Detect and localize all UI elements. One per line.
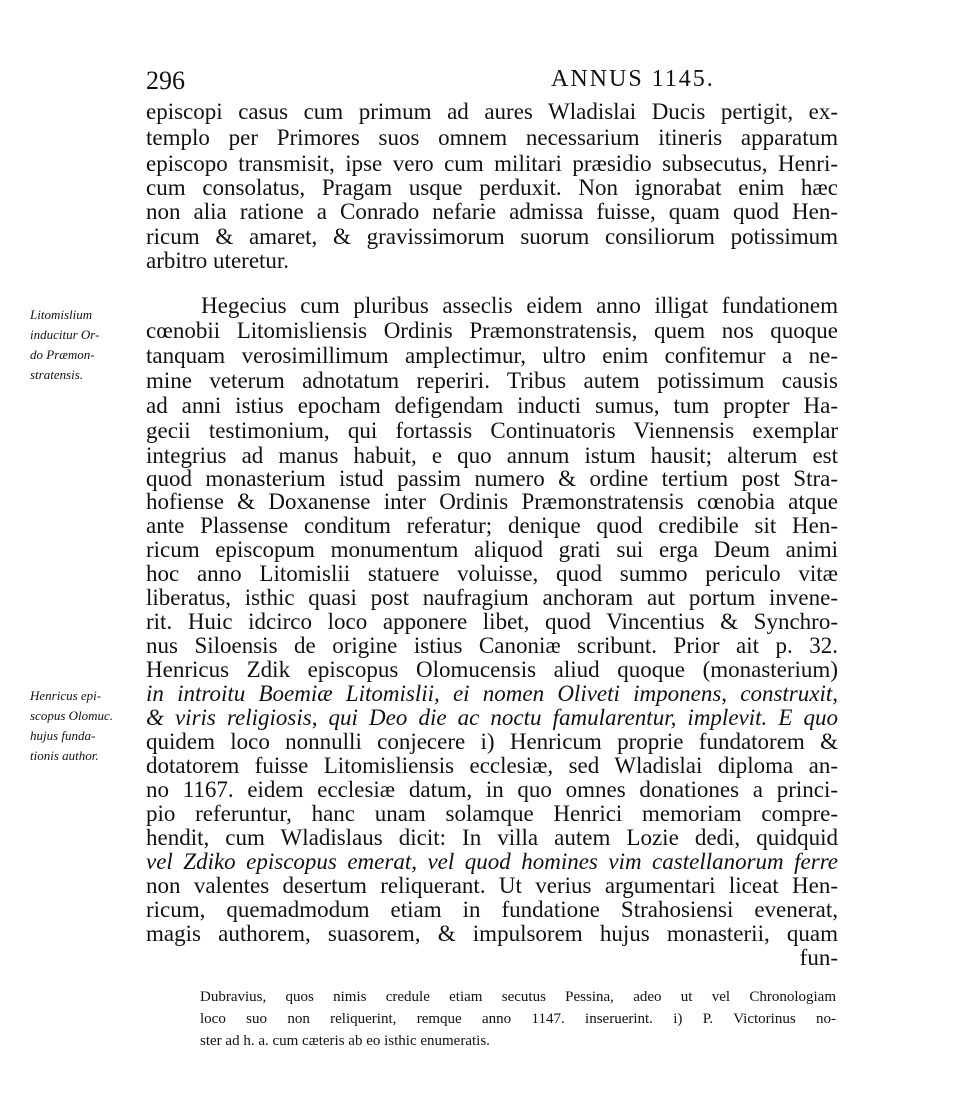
text-line: hofiense & Doxanense inter Ordinis Præmonstratensis cœnobia atque [146, 490, 838, 514]
margin-note-line: scopus Olomuc. [30, 708, 114, 723]
text-line: liberatus, isthic quasi post naufragium anchoram aut portum invene- [146, 586, 838, 610]
margin-note [30, 686, 145, 766]
footnote-line: loco suo non reliquerint, remque anno 1147. inseruerint. i) P. Victorinus no- [200, 1011, 836, 1027]
text-line: Henricus Zdik episcopus Olomucensis aliud quoque (monasterium) [146, 658, 838, 682]
text-line: nus Siloensis de origine istius Canoniæ scribunt. Prior ait p. 32. [146, 634, 838, 658]
text-line: in introitu Boemiæ Litomislii, ei nomen Oliveti imponens, construxit, [146, 682, 838, 706]
page-number: 296 [146, 66, 185, 95]
text-line: episcopo transmisit, ipse vero cum militari præsidio subsecutus, Henri- [146, 152, 838, 176]
margin-note-line: stratensis. [30, 367, 84, 382]
text-line: no 1167. eidem ecclesiæ datum, in quo omnes donationes a princi- [146, 778, 838, 802]
text-line: mine veterum adnotatum reperiri. Tribus autem potissimum causis [146, 369, 838, 393]
text-line: cœnobii Litomisliensis Ordinis Præmonstratensis, quem nos quoque [146, 319, 838, 343]
text-line: ricum & amaret, & gravissimorum suorum consiliorum potissimum [146, 225, 838, 249]
text-line: episcopi casus cum primum ad aures Wladislai Ducis pertigit, ex- [146, 100, 838, 124]
text-line: ricum, quemadmodum etiam in fundatione Strahosiensi evenerat, [146, 898, 838, 922]
text-line: ricum episcopum monumentum aliquod grati sui erga Deum animi [146, 538, 838, 562]
margin-note-line: tionis author. [30, 748, 99, 763]
text-line: gecii testimonium, qui fortassis Continuatoris Viennensis exemplar [146, 419, 838, 443]
text-line: hoc anno Litomislii statuere voluisse, quod summo periculo vitæ [146, 562, 838, 586]
catchword: fun- [799, 946, 838, 970]
margin-note-line: Henricus epi- [30, 688, 102, 703]
running-head [146, 66, 838, 96]
footnote-line: Dubravius, quos nimis credule etiam secutus Pessina, adeo ut vel Chronologiam [200, 989, 836, 1005]
text-line: quod monasterium istud passim numero & ordine tertium post Stra- [146, 467, 838, 491]
text-line: pio referuntur, hanc unam solamque Henrici memoriam compre- [146, 802, 838, 826]
text-line: vel Zdiko episcopus emerat, vel quod homines vim castellanorum ferre [146, 850, 838, 874]
text-line: rit. Huic idcirco loco apponere libet, quod Vincentius & Synchro- [146, 610, 838, 634]
text-line: ante Plassense conditum referatur; denique quod credibile sit Hen- [146, 514, 838, 538]
text-line: cum consolatus, Pragam usque perduxit. Non ignorabat enim hæc [146, 176, 838, 200]
footnote-line: ster ad h. a. cum cæteris ab eo isthic enumeratis. [200, 1033, 490, 1049]
text-line: non alia ratione a Conrado nefarie admissa fuisse, quam quod Hen- [146, 200, 838, 224]
text-line: templo per Primores suos omnem necessarium itineris apparatum [146, 126, 838, 150]
text-line: ad anni istius epocham defigendam inducti sumus, tum propter Ha- [146, 394, 838, 418]
margin-note-line: hujus funda- [30, 728, 96, 743]
margin-note-line: do Præmon- [30, 347, 95, 362]
margin-note-line: inducitur Or- [30, 327, 100, 342]
margin-note-line: Litomislium [30, 307, 93, 322]
header-title: ANNUS 1145. [551, 66, 715, 92]
text-line: non valentes desertum reliquerant. Ut verius argumentari liceat Hen- [146, 874, 838, 898]
text-line: dotatorem fuisse Litomisliensis ecclesiæ, sed Wladislai diploma an- [146, 754, 838, 778]
margin-note [30, 305, 145, 385]
text-line: hendit, cum Wladislaus dicit: In villa autem Lozie dedi, quidquid [146, 826, 838, 850]
text-line: arbitro uteretur. [146, 249, 290, 273]
text-line: & viris religiosis, qui Deo die ac noctu famularentur, implevit. E quo [146, 706, 838, 730]
text-line: integrius ad manus habuit, e quo annum istum hausit; alterum est [146, 444, 838, 468]
text-line: quidem loco nonnulli conjecere i) Henricum proprie fundatorem & [146, 730, 838, 754]
text-line: tanquam verosimillimum amplectimur, ultro enim confitemur a ne- [146, 344, 838, 368]
text-line: magis authorem, suasorem, & impulsorem hujus monasterii, quam [146, 922, 838, 946]
text-line: Hegecius cum pluribus asseclis eidem anno illigat fundationem [201, 294, 838, 318]
